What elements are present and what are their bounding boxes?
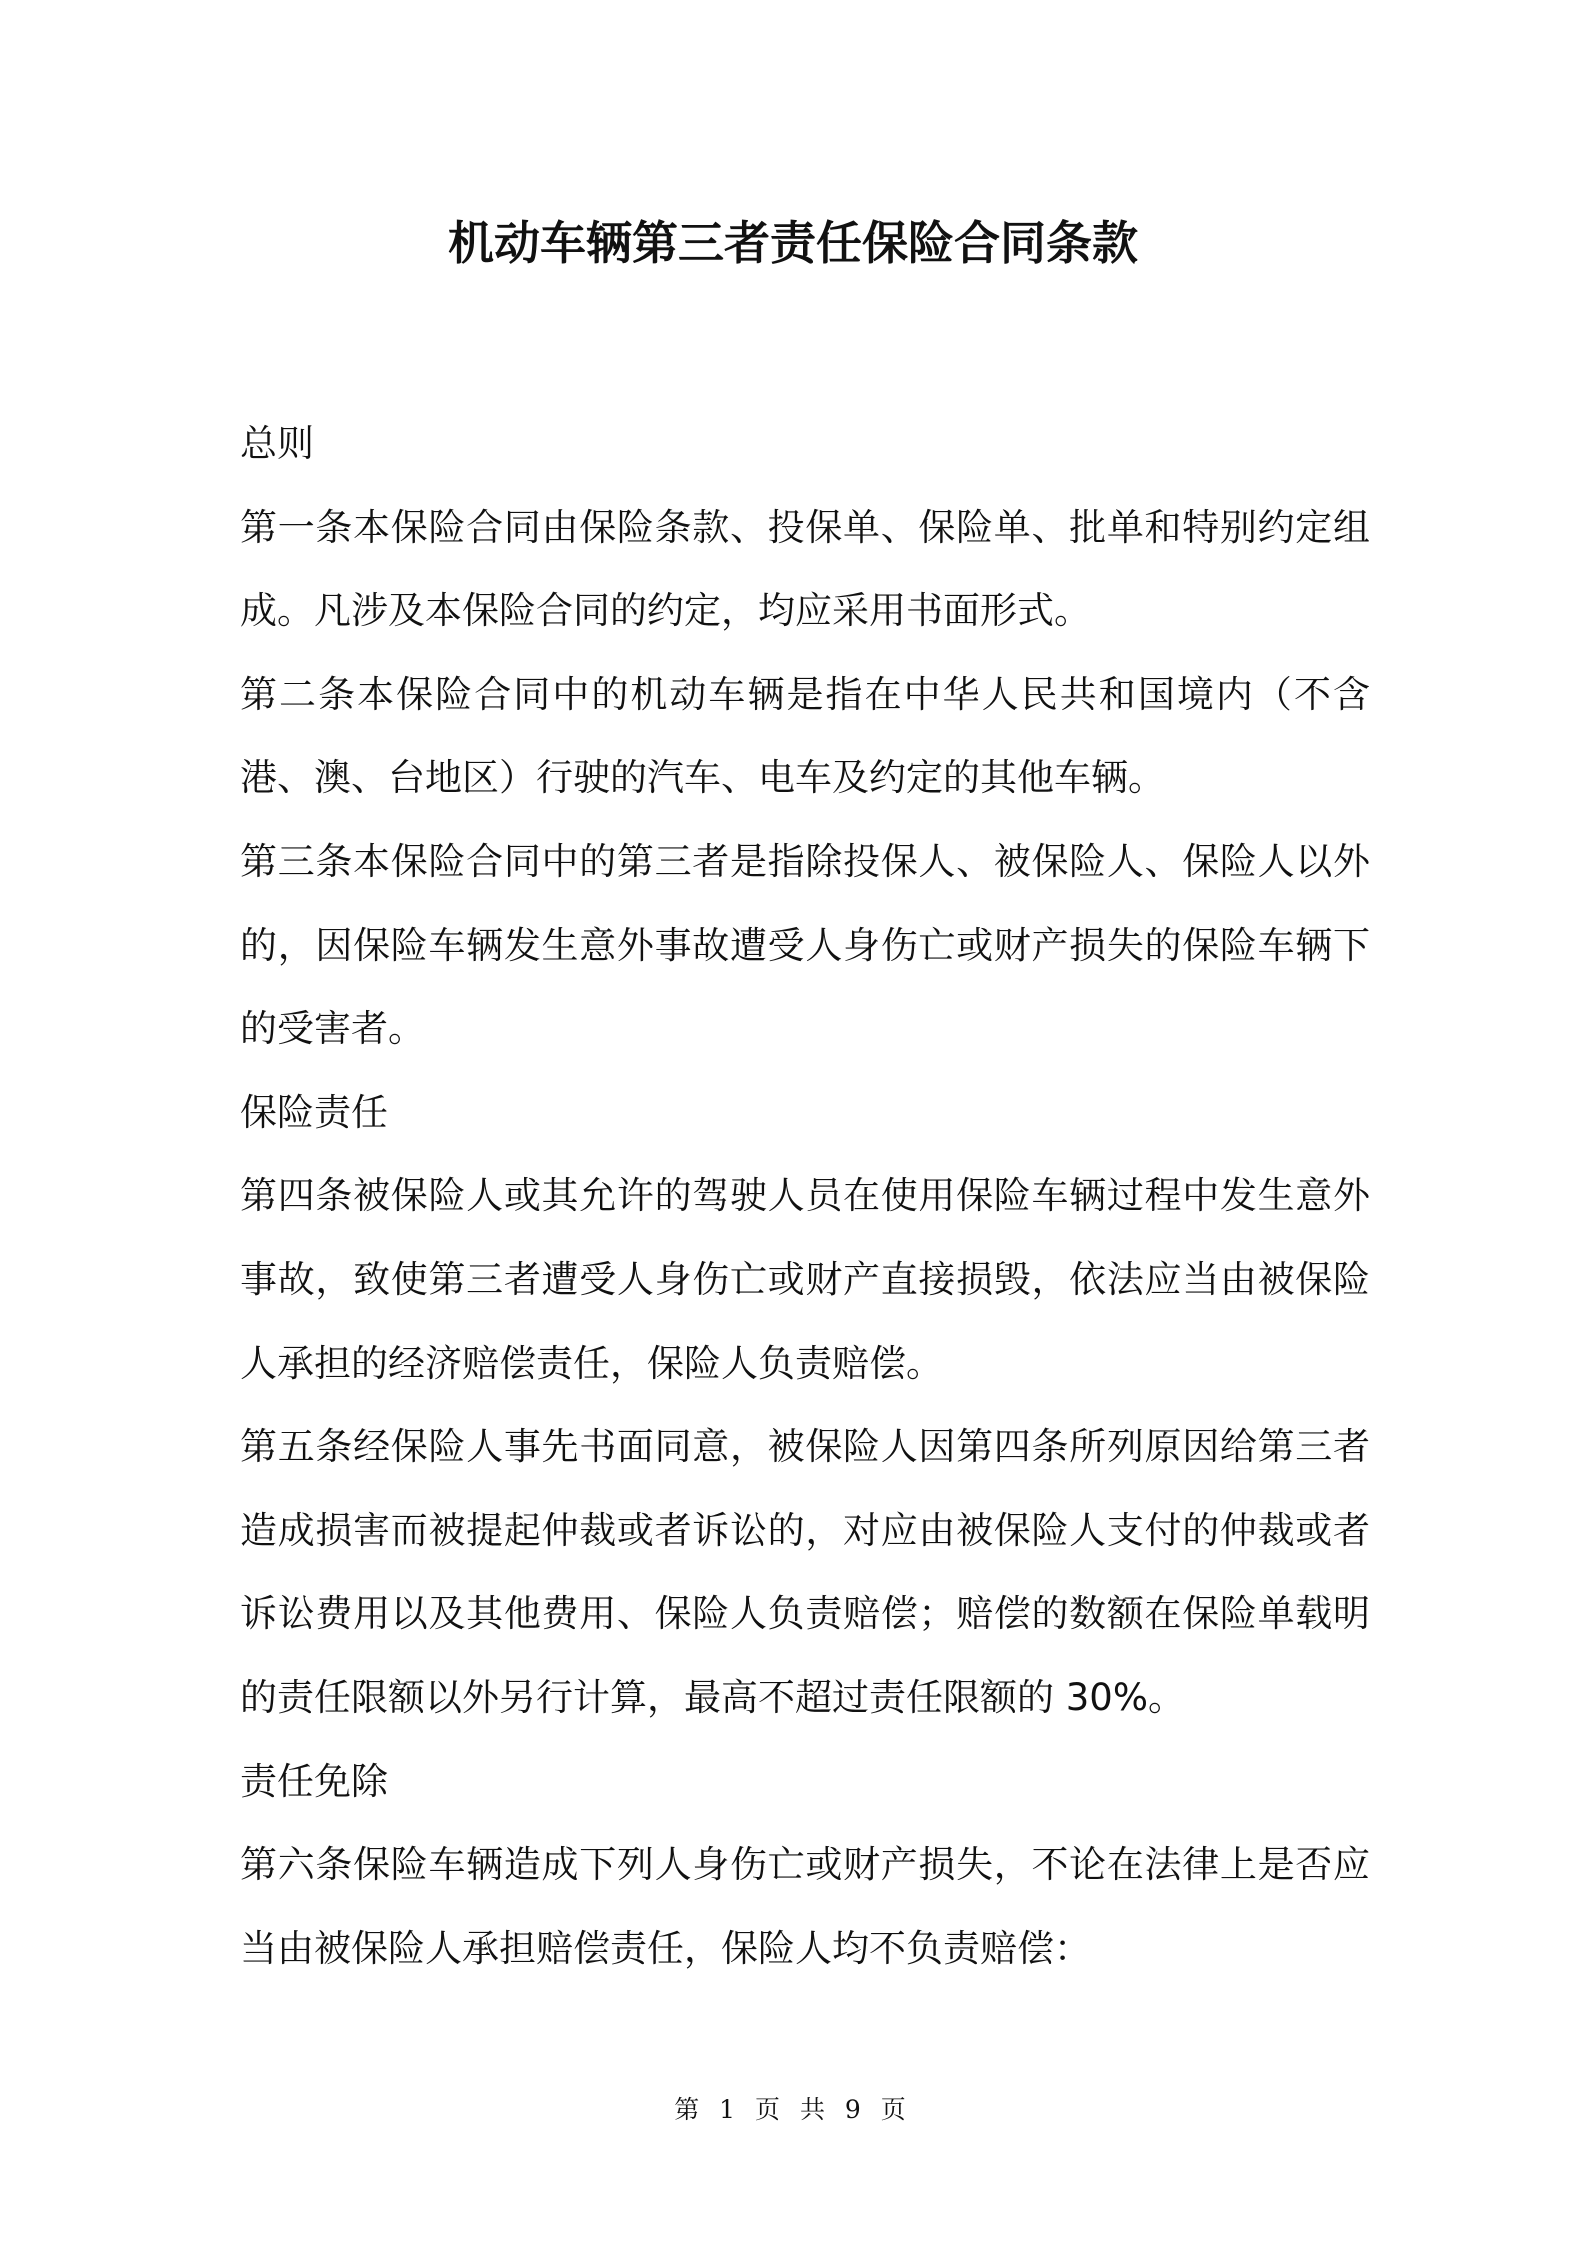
- section-general: [240, 402, 1370, 1071]
- document-title: 机动车辆第三者责任保险合同条款: [448, 216, 1138, 270]
- document-body: [240, 402, 1370, 1990]
- section-heading: 保险责任: [240, 1090, 388, 1134]
- article-2: 第二条本保险合同中的机动车辆是指在中华人民共和国境内（不含港、澳、台地区）行驶的汽车、电车及约定的其他车辆。: [240, 672, 1370, 800]
- article-1: 第一条本保险合同由保险条款、投保单、保险单、批单和特别约定组成。凡涉及本保险合同的约定，均应采用书面形式。: [240, 505, 1370, 633]
- section-heading: 总则: [240, 422, 314, 465]
- article-5: 第五条经保险人事先书面同意，被保险人因第四条所列原因给第三者造成损害而被提起仲裁或者诉讼的，对应由被保险人支付的仲裁或者诉讼费用以及其他费用、保险人负责赔偿；赔偿的数额在保险单载明的责任限额以外另行计算，最高不超过责任限额的 30%。: [240, 1425, 1370, 1719]
- page-number: 第 1 页 共 9 页: [674, 2095, 912, 2124]
- article-4: 第四条被保险人或其允许的驾驶人员在使用保险车辆过程中发生意外事故，致使第三者遭受人身伤亡或财产直接损毁，依法应当由被保险人承担的经济赔偿责任，保险人负责赔偿。: [240, 1174, 1370, 1385]
- section-exclusions: [240, 1740, 1370, 1991]
- article-6: 第六条保险车辆造成下列人身伤亡或财产损失，不论在法律上是否应当由被保险人承担赔偿责任，保险人均不负责赔偿：: [240, 1843, 1370, 1970]
- section-liability: [240, 1071, 1370, 1740]
- article-3: 第三条本保险合同中的第三者是指除投保人、被保险人、保险人以外的，因保险车辆发生意外事故遭受人身伤亡或财产损失的保险车辆下的受害者。: [240, 839, 1370, 1051]
- section-heading: 责任免除: [240, 1759, 388, 1803]
